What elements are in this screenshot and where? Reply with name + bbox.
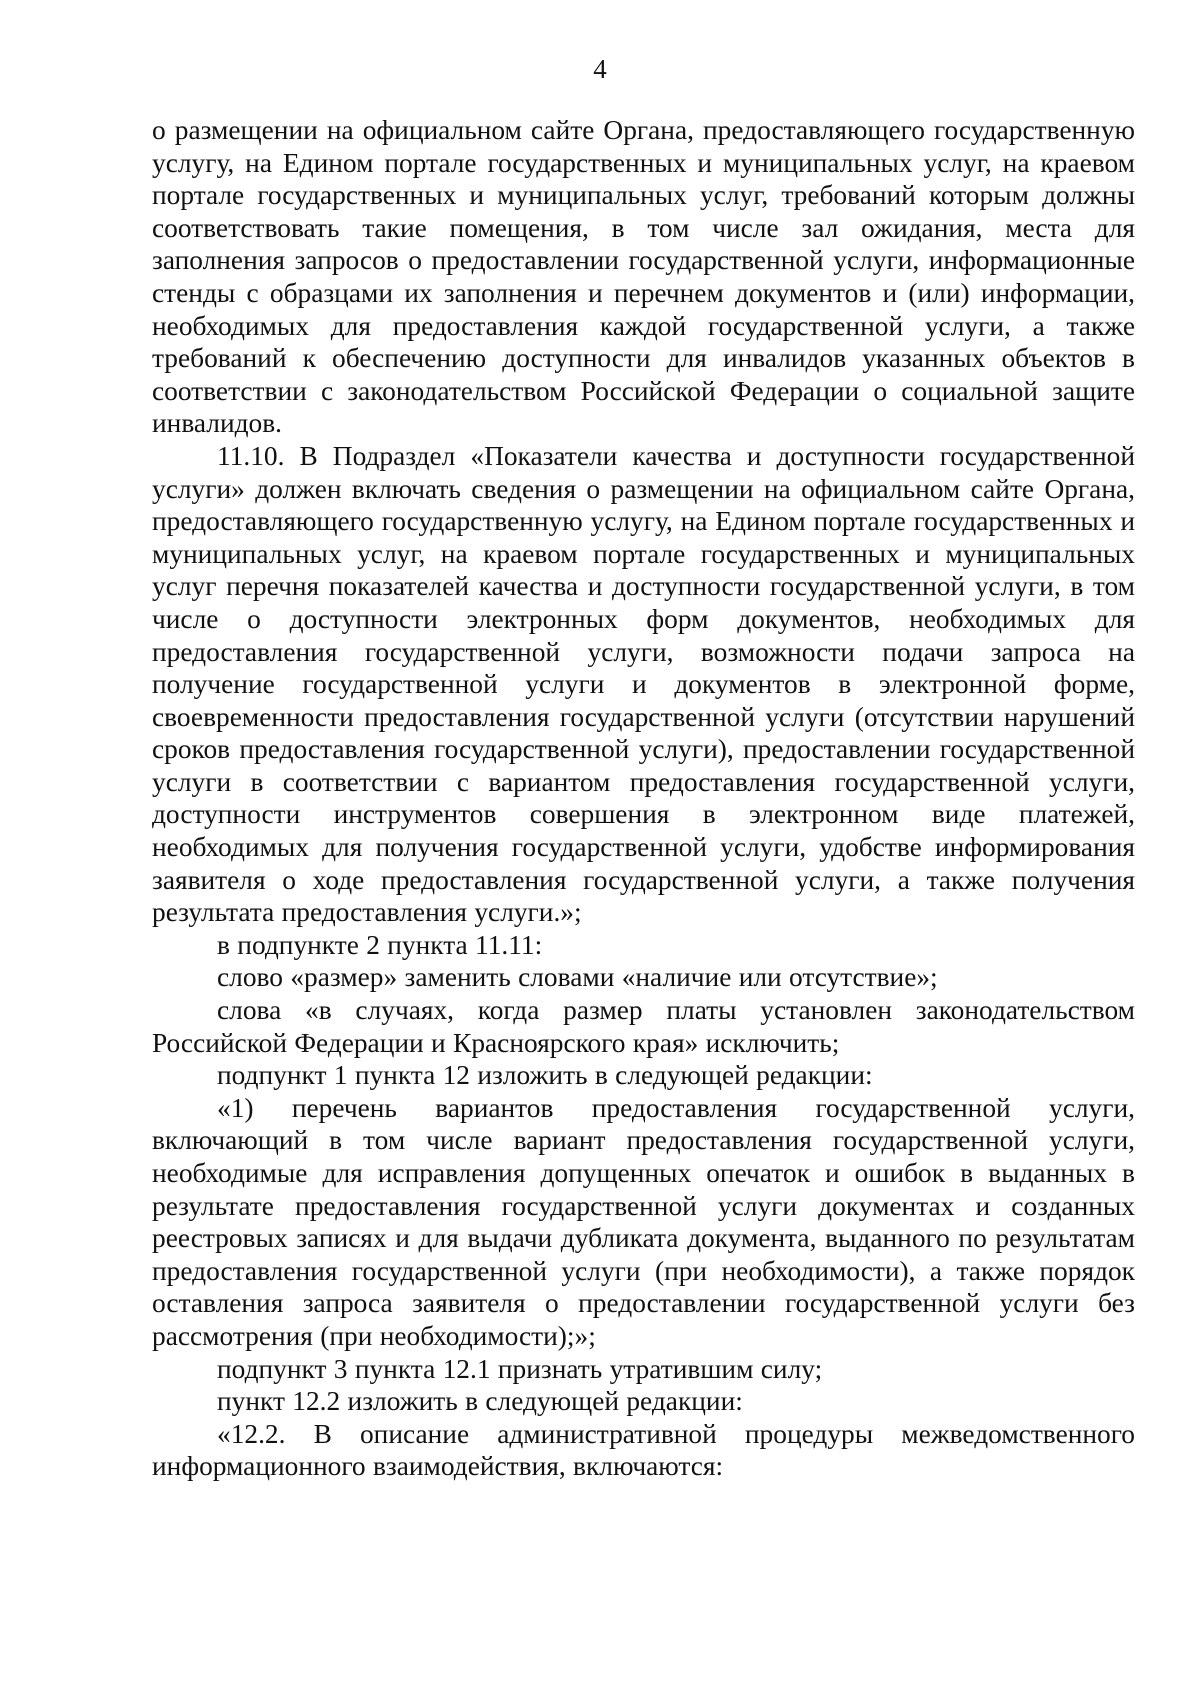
paragraph-new-12-2: «12.2. В описание административной процедуры межведомственного информационного взаимодействия, включаются: (152, 1418, 1135, 1482)
paragraph-item-12-2: пункт 12.2 изложить в следующей редакции: (217, 1386, 743, 1417)
paragraph-subitem-2-11-11: в подпункте 2 пункта 11.11: (217, 929, 543, 960)
paragraph-continuation: о размещении на официальном сайте Органа, предоставляющего государственную услугу, на Едином портале государственных и муниципальных услуг, на краевом портале государственных и муниципальных услуг, требований которым должны соответствовать такие помещения, в том числе зал ожидания, места для заполнения запросов о предоставлении государственной услуги, информационные стенды с образцами их заполнения и перечнем документов и (или) информации, необходимых для предоставления каждой государственной услуги, а также требований к обеспечению доступности для инвалидов указанных объектов в соответствии с законодательством Российской Федерации о социальной защите инвалидов. (152, 115, 1135, 439)
paragraph-11-10: 11.10. В Подраздел «Показатели качества и доступности государственной услуги» должен включать сведения о размещении на официальном сайте Органа, предоставляющего государственную услугу, на Едином портале государственных и муниципальных услуг, на краевом портале государственных и муниципальных услуг перечня показателей качества и доступности государственной услуги, в том числе о доступности электронных форм документов, необходимых для предоставления государственной услуги, возможности подачи запроса на получение государственной услуги и документов в электронной форме, своевременности предоставления государственной услуги (отсутствии нарушений сроков предоставления государственной услуги), предоставлении государственной услуги в соответствии с вариантом предоставления государственной услуги, доступности инструментов совершения в электронном виде платежей, необходимых для получения государственной услуги, удобстве информирования заявителя о ходе предоставления государственной услуги, а также получения результата предоставления услуги.»; (152, 440, 1135, 928)
paragraph-exclude-words: слова «в случаях, когда размер платы установлен законодательством Российской Федерации и Красноярского края» исключить; (152, 995, 1135, 1058)
page-number: 4 (593, 54, 607, 84)
paragraph-subitem-3-12-1: подпункт 3 пункта 12.1 признать утратившим силу; (217, 1353, 823, 1384)
paragraph-new-subitem-1: «1) перечень вариантов предоставления государственной услуги, включающий в том числе вариант предоставления государственной услуги, необходимые для исправления допущенных опечаток и ошибок в выданных в результате предоставления государственной услуги документах и созданных реестровых записях и для выдачи дубликата документа, выданного по результатам предоставления государственной услуги (при необходимости), а также порядок оставления запроса заявителя о предоставлении государственной услуги без рассмотрения (при необходимости);»; (152, 1092, 1135, 1351)
paragraph-subitem-1-12: подпункт 1 пункта 12 изложить в следующей редакции: (217, 1060, 873, 1091)
document-body (152, 114, 1135, 1483)
paragraph-replace-word: слово «размер» заменить словами «наличие или отсутствие»; (217, 962, 938, 993)
